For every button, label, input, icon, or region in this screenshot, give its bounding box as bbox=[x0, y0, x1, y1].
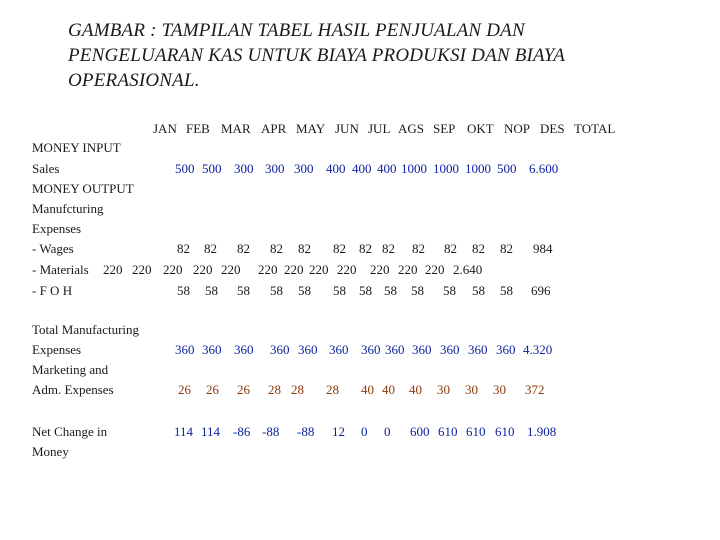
row-label-marketing-2: Adm. Expenses bbox=[32, 382, 114, 397]
row-label-total-mfg: Total Manufacturing bbox=[32, 322, 140, 337]
table-cell: 0 bbox=[361, 424, 368, 439]
month-header: APR bbox=[261, 121, 287, 136]
table-cell: 696 bbox=[531, 283, 551, 298]
table-cell: 220 bbox=[163, 262, 183, 277]
table-cell: 300 bbox=[234, 161, 254, 176]
table-cell: 58 bbox=[298, 283, 311, 298]
table-cell: 500 bbox=[202, 161, 222, 176]
table-cell: 360 bbox=[270, 342, 290, 357]
table-cell: 40 bbox=[382, 382, 395, 397]
month-header: NOP bbox=[504, 121, 531, 136]
table-cell: 1000 bbox=[433, 161, 459, 176]
table-cell: 220 bbox=[309, 262, 329, 277]
table-cell: 360 bbox=[202, 342, 222, 357]
table-cell: 610 bbox=[438, 424, 458, 439]
table-cell: 1000 bbox=[465, 161, 491, 176]
row-label-foh: - F O H bbox=[32, 283, 73, 298]
table-cell: 58 bbox=[411, 283, 424, 298]
row-label-net-change: Net Change in bbox=[32, 424, 108, 439]
row-label-materials: - Materials bbox=[32, 262, 89, 277]
table-cell: 82 bbox=[382, 241, 395, 256]
row-label-total-mfg-2: Expenses bbox=[32, 342, 82, 357]
table-cell: 220 bbox=[258, 262, 278, 277]
table-cell: 58 bbox=[205, 283, 218, 298]
month-header: OKT bbox=[467, 121, 494, 136]
table-cell: 220 bbox=[370, 262, 390, 277]
table-cell: 610 bbox=[466, 424, 486, 439]
month-header: MAY bbox=[296, 121, 326, 136]
table-cell: 220 bbox=[425, 262, 445, 277]
table-cell: 82 bbox=[177, 241, 190, 256]
table-cell: 220 bbox=[398, 262, 418, 277]
table-cell: 360 bbox=[440, 342, 460, 357]
row-label-wages: - Wages bbox=[32, 241, 74, 256]
table-cell: 360 bbox=[234, 342, 254, 357]
table-cell: 220 bbox=[193, 262, 213, 277]
table-cell: 28 bbox=[268, 382, 281, 397]
table-cell: 82 bbox=[298, 241, 311, 256]
table-cell: 372 bbox=[525, 382, 545, 397]
table-cell: 82 bbox=[444, 241, 457, 256]
table-cell: 40 bbox=[409, 382, 422, 397]
table-cell: 1.908 bbox=[527, 424, 557, 439]
table-cell: 220 bbox=[103, 262, 123, 277]
table-cell: 58 bbox=[270, 283, 283, 298]
table-cell: -88 bbox=[262, 424, 280, 439]
table-cell: 6.600 bbox=[529, 161, 559, 176]
table-cell: 58 bbox=[384, 283, 397, 298]
month-header: TOTAL bbox=[574, 121, 616, 136]
table-cell: 360 bbox=[385, 342, 405, 357]
table-cell: 82 bbox=[500, 241, 513, 256]
row-label-sales: Sales bbox=[32, 161, 60, 176]
table-cell: 220 bbox=[132, 262, 152, 277]
table-cell: 58 bbox=[177, 283, 190, 298]
table-cell: 220 bbox=[337, 262, 357, 277]
table-cell: 500 bbox=[497, 161, 517, 176]
month-header: FEB bbox=[186, 121, 210, 136]
table-cell: 26 bbox=[237, 382, 250, 397]
table-cell: 500 bbox=[175, 161, 195, 176]
table-cell: 360 bbox=[468, 342, 488, 357]
table-cell: 4.320 bbox=[523, 342, 553, 357]
table-cell: 58 bbox=[443, 283, 456, 298]
table-cell: 0 bbox=[384, 424, 391, 439]
table-cell: -88 bbox=[297, 424, 315, 439]
title-line-3: OPERASIONAL. bbox=[68, 70, 200, 91]
table-cell: -86 bbox=[233, 424, 251, 439]
month-header: JAN bbox=[153, 121, 177, 136]
table-cell: 26 bbox=[178, 382, 191, 397]
table-cell: 220 bbox=[284, 262, 304, 277]
title-line-2: PENGELUARAN KAS UNTUK BIAYA PRODUKSI DAN BIAYA bbox=[68, 45, 566, 66]
month-header: JUL bbox=[368, 121, 391, 136]
row-label-marketing: Marketing and bbox=[32, 362, 109, 377]
page-title bbox=[68, 18, 688, 93]
table-cell: 28 bbox=[291, 382, 304, 397]
row-label-money-input: MONEY INPUT bbox=[32, 140, 121, 155]
table-cell: 12 bbox=[332, 424, 345, 439]
table-cell: 400 bbox=[377, 161, 397, 176]
month-header: DES bbox=[540, 121, 565, 136]
row-label-manufacturing: Manufcturing bbox=[32, 201, 104, 216]
table-cell: 82 bbox=[333, 241, 346, 256]
table-cell: 360 bbox=[361, 342, 381, 357]
table-cell: 300 bbox=[294, 161, 314, 176]
table-cell: 40 bbox=[361, 382, 374, 397]
table-cell: 2.640 bbox=[453, 262, 483, 277]
table-cell: 82 bbox=[472, 241, 485, 256]
table-cell: 360 bbox=[298, 342, 318, 357]
table-cell: 58 bbox=[472, 283, 485, 298]
table-cell: 82 bbox=[412, 241, 425, 256]
table-cell: 26 bbox=[206, 382, 219, 397]
table-cell: 114 bbox=[201, 424, 221, 439]
table-cell: 400 bbox=[352, 161, 372, 176]
table-cell: 600 bbox=[410, 424, 430, 439]
month-header: MAR bbox=[221, 121, 251, 136]
table-cell: 360 bbox=[412, 342, 432, 357]
table-cell: 1000 bbox=[401, 161, 427, 176]
table-cell: 82 bbox=[270, 241, 283, 256]
row-label-net-change-2: Money bbox=[32, 444, 69, 459]
table-cell: 58 bbox=[500, 283, 513, 298]
table-cell: 984 bbox=[533, 241, 553, 256]
month-header: AGS bbox=[398, 121, 425, 136]
table-cell: 30 bbox=[437, 382, 450, 397]
table-cell: 28 bbox=[326, 382, 339, 397]
table-cell: 82 bbox=[237, 241, 250, 256]
table-cell: 360 bbox=[496, 342, 516, 357]
table-cell: 30 bbox=[465, 382, 478, 397]
title-line-1: GAMBAR : TAMPILAN TABEL HASIL PENJUALAN DAN bbox=[68, 20, 525, 41]
table-cell: 58 bbox=[333, 283, 346, 298]
table-cell: 400 bbox=[326, 161, 346, 176]
month-header: JUN bbox=[335, 121, 359, 136]
table-cell: 82 bbox=[359, 241, 372, 256]
table-cell: 82 bbox=[204, 241, 217, 256]
table-cell: 114 bbox=[174, 424, 194, 439]
table-cell: 58 bbox=[237, 283, 250, 298]
row-label-expenses: Expenses bbox=[32, 221, 82, 236]
month-header: SEP bbox=[433, 121, 456, 136]
table-cell: 300 bbox=[265, 161, 285, 176]
table-cell: 30 bbox=[493, 382, 506, 397]
table-cell: 360 bbox=[175, 342, 195, 357]
row-label-money-output: MONEY OUTPUT bbox=[32, 181, 134, 196]
table-cell: 220 bbox=[221, 262, 241, 277]
table-cell: 610 bbox=[495, 424, 515, 439]
table-cell: 360 bbox=[329, 342, 349, 357]
table-cell: 58 bbox=[359, 283, 372, 298]
